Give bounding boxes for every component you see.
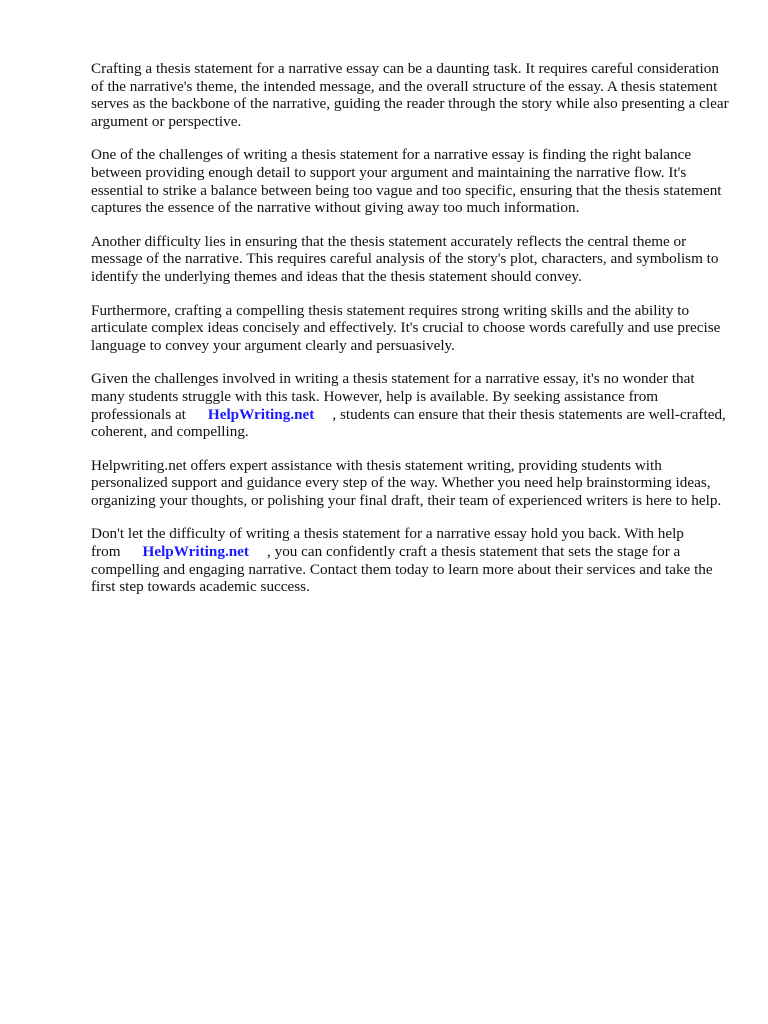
paragraph-help (91, 370, 731, 440)
paragraph-service: Helpwriting.net offers expert assistance with thesis statement writing, providing students with personalized support and guidance every step of the way. Whether you need help brainstorming ideas, organizing your thoughts, or polishing your final draft, their team of experienced writers is here to help. (91, 456, 722, 509)
helpwriting-link-closing[interactable]: HelpWriting.net (142, 543, 249, 561)
paragraph-balance: One of the challenges of writing a thesis statement for a narrative essay is finding the right balance between providing enough detail to support your argument and maintaining the narrative flow. It's essential to strike a balance between being too vague and too specific, ensuring that the thesis statement captures the essence of the narrative without giving away too much information. (91, 146, 722, 217)
paragraph-closing-text-after: , you can confidently craft a thesis statement that sets the stage for a compelling and engaging narrative. Contact them today to learn more about their services and take the first step towards academic success. (91, 543, 713, 596)
paragraph-intro: Crafting a thesis statement for a narrative essay can be a daunting task. It requires careful consideration of the narrative's theme, the intended message, and the overall structure of the essay. A thesis statement serves as the backbone of the narrative, guiding the reader through the story while also presenting a clear argument or perspective. (91, 60, 729, 130)
paragraph-closing-text-before: Don't let the difficulty of writing a thesis statement for a narrative essay hold you back. With help from (91, 525, 684, 561)
paragraph-help-text-after: , students can ensure that their thesis statements are well-crafted, coherent, and compelling. (91, 405, 726, 441)
helpwriting-link[interactable]: HelpWriting.net (207, 405, 315, 423)
paragraph-skills: Furthermore, crafting a compelling thesis statement requires strong writing skills and the ability to articulate complex ideas concisely and effectively. It's crucial to choose words carefully and use precise language to convey your argument clearly and persuasively. (91, 301, 721, 354)
document-page (91, 60, 731, 612)
paragraph-theme: Another difficulty lies in ensuring that the thesis statement accurately reflects the central theme or message of the narrative. This requires careful analysis of the story's plot, characters, and symbolism to identify the underlying themes and ideas that the thesis statement should convey. (91, 232, 719, 285)
paragraph-help-text-before: Given the challenges involved in writing a thesis statement for a narrative essay, it's no wonder that many students struggle with this task. However, help is available. By seeking assistance from professionals at (91, 370, 695, 423)
paragraph-closing (91, 525, 731, 595)
